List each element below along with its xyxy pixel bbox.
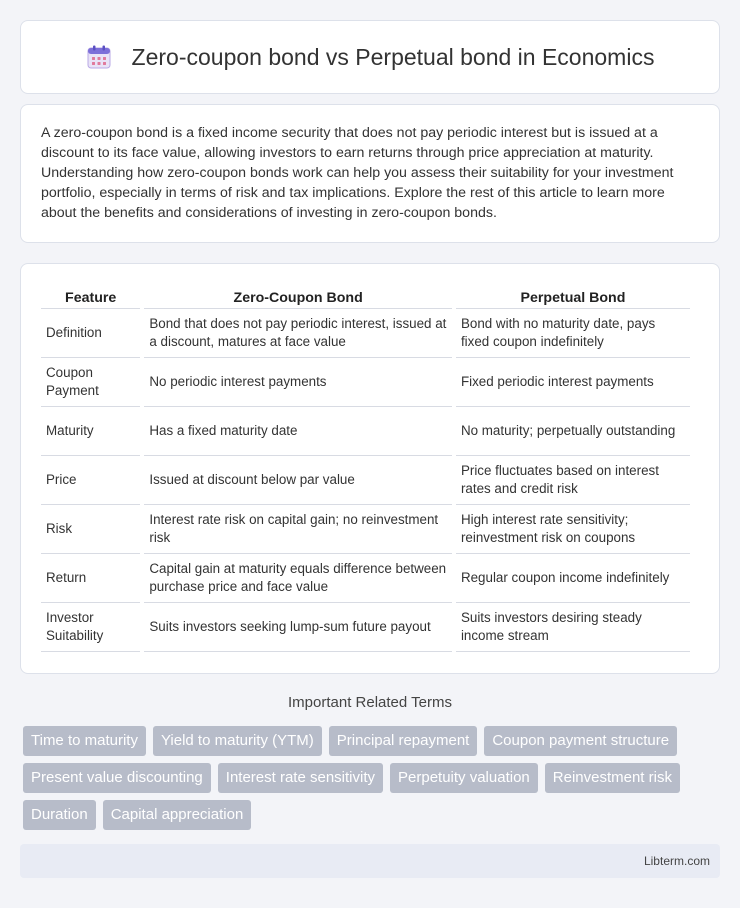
intro-card bbox=[20, 104, 720, 243]
table-row bbox=[41, 407, 690, 456]
row-feature: Definition bbox=[41, 309, 140, 358]
related-term-tag[interactable]: Reinvestment risk bbox=[545, 763, 680, 793]
table-row bbox=[41, 554, 690, 603]
header-zero-coupon: Zero-Coupon Bond bbox=[144, 284, 452, 309]
comparison-table bbox=[37, 284, 694, 652]
row-perpetual: Regular coupon income indefinitely bbox=[456, 554, 690, 603]
related-term-tag[interactable]: Perpetuity valuation bbox=[390, 763, 538, 793]
related-term-tag[interactable]: Principal repayment bbox=[329, 726, 478, 756]
row-feature: Price bbox=[41, 456, 140, 505]
row-feature: Investor Suitability bbox=[41, 603, 140, 652]
table-header-row bbox=[41, 284, 690, 309]
row-perpetual: No maturity; perpetually outstanding bbox=[456, 407, 690, 456]
intro-text: A zero-coupon bond is a fixed income security that does not pay periodic interest but is issued at a discount to its face value, allowing investors to earn returns through price appreciation at maturity. Understanding how zero-coupon bonds work can help you assess their suitability for your investment portfolio, especially in terms of risk and tax implications. Explore the rest of this article to learn more about the benefits and considerations of investing in zero-coupon bonds. bbox=[41, 125, 674, 221]
row-zero-coupon: Capital gain at maturity equals difference between purchase price and face value bbox=[144, 554, 452, 603]
footer-brand-link[interactable]: Libterm.com bbox=[643, 854, 710, 868]
row-feature: Coupon Payment bbox=[41, 358, 140, 407]
comparison-table-card bbox=[20, 263, 720, 674]
row-zero-coupon: Suits investors seeking lump-sum future payout bbox=[144, 603, 452, 652]
calendar-icon bbox=[86, 44, 112, 70]
related-term-tag[interactable]: Time to maturity bbox=[23, 726, 146, 756]
row-zero-coupon: Issued at discount below par value bbox=[144, 456, 452, 505]
table-row bbox=[41, 603, 690, 652]
row-perpetual: Suits investors desiring steady income stream bbox=[456, 603, 690, 652]
related-term-tag[interactable]: Duration bbox=[23, 800, 96, 830]
row-zero-coupon: Bond that does not pay periodic interest, issued at a discount, matures at face value bbox=[144, 309, 452, 358]
row-perpetual: Fixed periodic interest payments bbox=[456, 358, 690, 407]
related-term-tag[interactable]: Coupon payment structure bbox=[484, 726, 677, 756]
row-zero-coupon: Has a fixed maturity date bbox=[144, 407, 452, 456]
related-terms-list bbox=[23, 726, 723, 830]
header-perpetual: Perpetual Bond bbox=[456, 284, 690, 309]
table-row bbox=[41, 358, 690, 407]
header-card bbox=[20, 20, 720, 94]
header-feature: Feature bbox=[41, 284, 140, 309]
row-feature: Return bbox=[41, 554, 140, 603]
table-row bbox=[41, 309, 690, 358]
related-term-tag[interactable]: Yield to maturity (YTM) bbox=[153, 726, 322, 756]
related-terms-title: Important Related Terms bbox=[288, 694, 452, 711]
table-row bbox=[41, 505, 690, 554]
row-feature: Risk bbox=[41, 505, 140, 554]
row-feature: Maturity bbox=[41, 407, 140, 456]
row-zero-coupon: Interest rate risk on capital gain; no reinvestment risk bbox=[144, 505, 452, 554]
row-perpetual: Price fluctuates based on interest rates and credit risk bbox=[456, 456, 690, 505]
table-row bbox=[41, 456, 690, 505]
row-zero-coupon: No periodic interest payments bbox=[144, 358, 452, 407]
footer bbox=[20, 844, 720, 878]
related-term-tag[interactable]: Capital appreciation bbox=[103, 800, 252, 830]
page-title: Zero-coupon bond vs Perpetual bond in Economics bbox=[131, 43, 655, 70]
related-term-tag[interactable]: Present value discounting bbox=[23, 763, 211, 793]
row-perpetual: High interest rate sensitivity; reinvestment risk on coupons bbox=[456, 505, 690, 554]
row-perpetual: Bond with no maturity date, pays fixed coupon indefinitely bbox=[456, 309, 690, 358]
related-term-tag[interactable]: Interest rate sensitivity bbox=[218, 763, 383, 793]
